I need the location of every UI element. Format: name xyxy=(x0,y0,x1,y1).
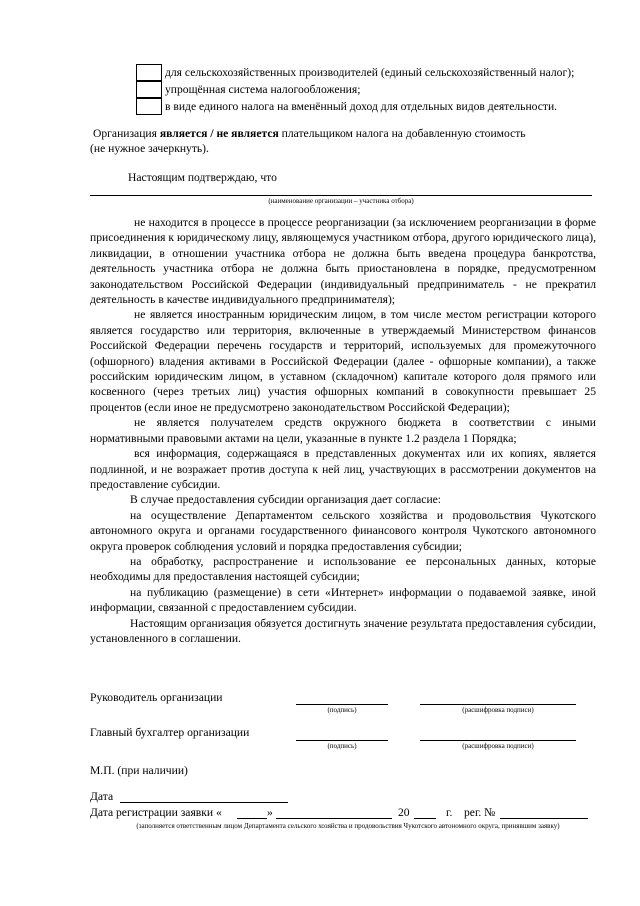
paragraph: вся информация, содержащаяся в представленных документах или их копиях, является подлинной, и не возражает против доступа к ней лиц, участвующих в рассмотрении документов на предоставление субсидии. xyxy=(90,447,596,491)
decode-caption: (расшифровка подписи) xyxy=(462,742,534,750)
head-label: Руководитель организации xyxy=(90,691,223,704)
reg-year-suffix: г. xyxy=(446,806,453,819)
paragraph: не является иностранным юридическим лицом, в том числе местом регистрации которого является государство или территория, включенные в утверждаемый Министерством финансов Российской Федерации перечень государств и территорий, используемых для промежуточного (офшорного) владения активами в Российской Федерации (далее - офшорные компании), а также российским юридическим лицом, в уставном (складочном) капитале которого доля прямого или косвенного (через третьих лиц) участия офшорных компаний в совокупности превышает 25 процентов (если иное не предусмотрено законодательством Российской Федерации); xyxy=(90,308,596,414)
vat-is-not-option[interactable]: не является xyxy=(216,127,279,140)
vat-statement: Организация является / не является плательщиком налога на добавленную стоимость xyxy=(93,127,526,140)
paragraph: не является получателем средств окружного бюджета в соответствии с иными нормативными правовыми актами на цели, указанные в пункте 1.2 раздела 1 Порядка; xyxy=(90,416,596,445)
decode-caption: (расшифровка подписи) xyxy=(462,706,534,714)
tax-option-esn[interactable] xyxy=(136,63,574,81)
reg-year-prefix: 20 xyxy=(398,806,410,819)
tax-option-envd[interactable] xyxy=(136,97,557,115)
head-signature-line[interactable] xyxy=(296,704,388,705)
paragraph: на осуществление Департаментом сельского хозяйства и продовольствия Чукотского автономного округа и органами государственного финансового контроля Чукотского автономного округа проверок соблюдения условий и порядка предоставления субсидии; xyxy=(90,508,596,553)
paragraph: не находится в процессе в процессе реорганизации (за исключением реорганизации в форме присоединения к юридическому лицу, являющемуся участником отбора, другого юридического лица), ликвидации, в отношении участника отбора не должна быть введена процедура банкротства, деятельность участника отбора не должна быть приостановлена в порядке, предусмотренном законодательством Российской Федерации (индивидуальный предприниматель - не прекратил деятельность в качестве индивидуального предпринимателя); xyxy=(90,216,596,307)
tax-option-checkbox[interactable] xyxy=(136,98,162,115)
reg-close-quote: » xyxy=(267,806,273,819)
confirm-text: Настоящим подтверждаю, что xyxy=(128,171,277,184)
accountant-signature-line[interactable] xyxy=(296,740,388,741)
reg-year-line[interactable] xyxy=(414,818,436,819)
stamp-label: М.П. (при наличии) xyxy=(90,764,188,777)
vat-is-option[interactable]: является xyxy=(159,127,208,140)
paragraph: на обработку, распространение и использование ее персональных данных, которые необходимы для предоставления настоящей субсидии; xyxy=(90,554,596,584)
reg-number-label: рег. № xyxy=(464,806,496,819)
tax-option-checkbox[interactable] xyxy=(136,64,162,81)
conditions-body xyxy=(90,215,596,646)
tax-option-checkbox[interactable] xyxy=(136,81,162,98)
paragraph: В случае предоставления субсидии организация дает согласие: xyxy=(130,493,442,507)
date-label: Дата xyxy=(90,790,114,803)
date-line[interactable] xyxy=(120,802,288,803)
org-name-caption: (наименование организации – участника отбора) xyxy=(268,197,414,205)
org-name-line[interactable] xyxy=(90,195,592,196)
reg-day-line[interactable] xyxy=(237,818,267,819)
tax-option-label: упрощённая система налогообложения; xyxy=(165,82,361,96)
vat-note: (не нужное зачеркнуть). xyxy=(90,142,209,155)
reg-number-line[interactable] xyxy=(500,818,588,819)
tax-option-label: в виде единого налога на вменённый доход для отдельных видов деятельности. xyxy=(165,99,558,113)
paragraph: Настоящим организация обязуется достигнуть значение результата предоставления субсидии, установленного в соглашении. xyxy=(90,616,596,645)
footnote: (заполняется ответственным лицом Департамента сельского хозяйства и продовольствия Чукотского автономного округа, принявшим заявку) xyxy=(136,822,560,830)
reg-date-label: Дата регистрации заявки « xyxy=(90,806,222,819)
accountant-decode-line[interactable] xyxy=(420,740,576,741)
tax-option-label: для сельскохозяйственных производителей (единый сельскохозяйственный налог); xyxy=(165,65,575,79)
signature-caption: (подпись) xyxy=(327,742,357,750)
paragraph: на публикацию (размещение) в сети «Интернет» информации о подаваемой заявке, иной информации, связанной с предоставлением субсидии. xyxy=(90,585,596,615)
tax-option-usn[interactable] xyxy=(136,80,360,98)
accountant-label: Главный бухгалтер организации xyxy=(90,726,250,739)
reg-month-line[interactable] xyxy=(276,818,392,819)
head-decode-line[interactable] xyxy=(420,704,576,705)
signature-caption: (подпись) xyxy=(327,706,357,714)
